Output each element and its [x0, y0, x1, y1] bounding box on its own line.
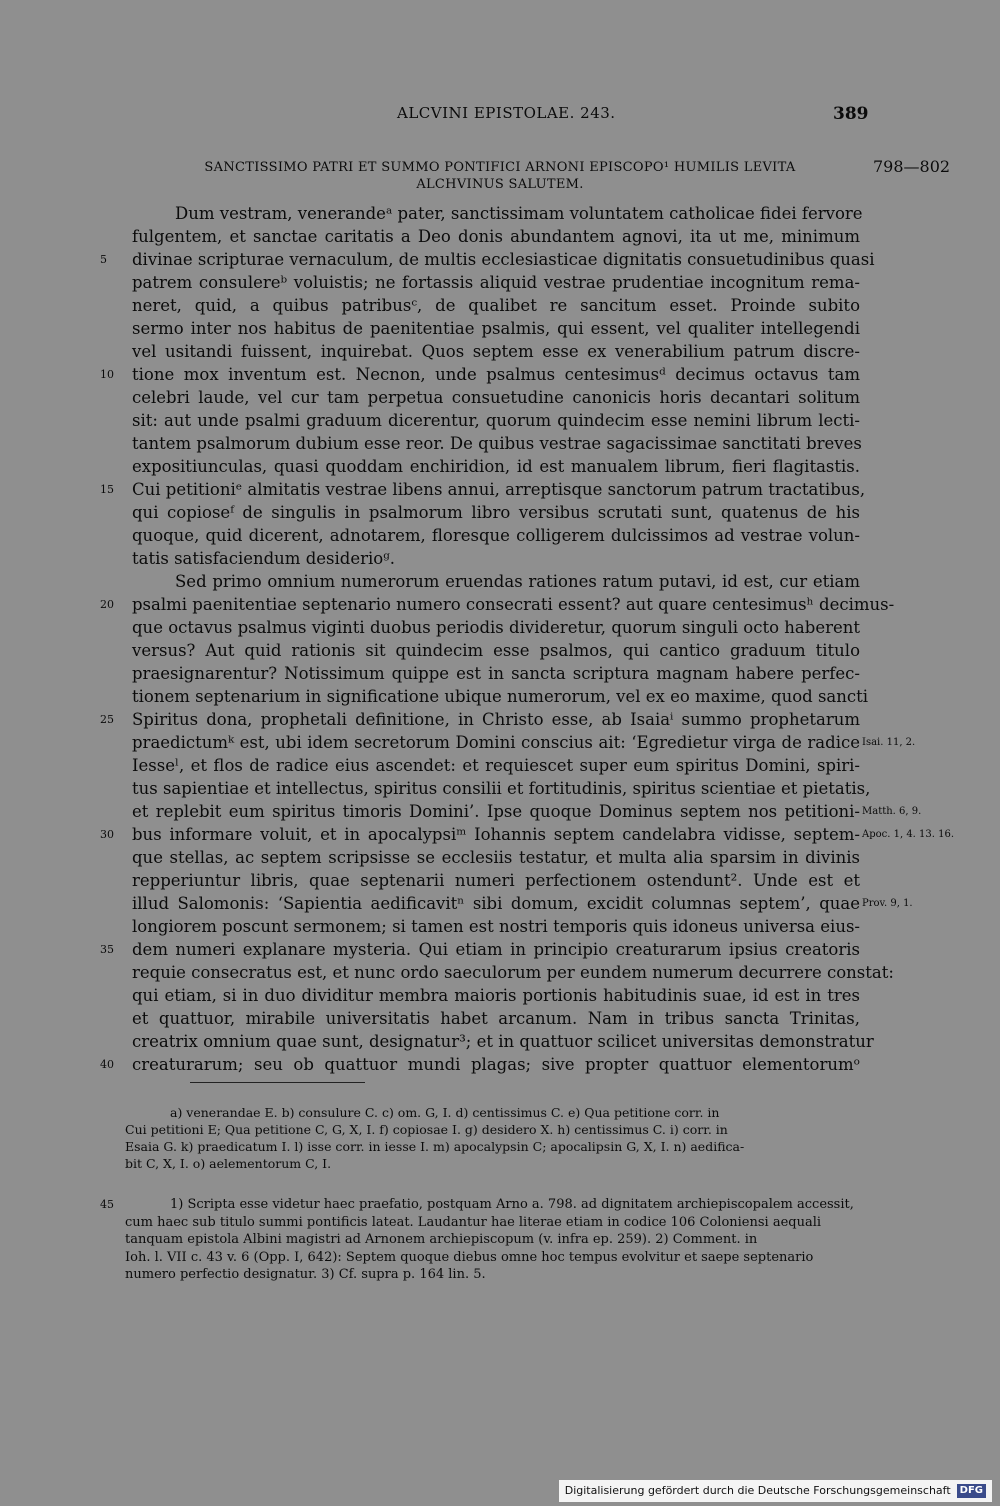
funding-banner[interactable]: [559, 1480, 992, 1502]
footnote-line: tanquam epistola Albini magistri ad Arnonem archiepiscopum (v. infra ep. 259). 2) Comment. in: [125, 1232, 758, 1247]
line-number: 10: [100, 368, 114, 381]
address-line-1: SANCTISSIMO PATRI ET SUMMO PONTIFICI ARNONI EPISCOPO¹ HUMILIS LEVITA: [204, 160, 796, 175]
body-line: Spiritus dona, prophetali definitione, in Christo esse, ab Isaiaⁱ summo prophetarum: [132, 710, 860, 729]
footnote-divider: [190, 1082, 365, 1083]
body-line: tione mox inventum est. Necnon, unde psalmus centesimusᵈ decimus octavus tam: [132, 365, 860, 384]
body-line: praesignarentur? Notissimum quippe est in sancta scriptura magnam habere perfec-: [132, 664, 860, 683]
line-number: 40: [100, 1058, 114, 1071]
body-line: divinae scripturae vernaculum, de multis ecclesiasticae dignitatis consuetudinibus quasi: [132, 250, 875, 269]
body-line: que stellas, ac septem scripsisse se ecclesiis testatur, et multa alia sparsim in divinis: [132, 848, 860, 867]
body-line: qui etiam, si in duo dividitur membra maioris portionis habitudinis suae, id est in tres: [132, 986, 860, 1005]
body-line: dem numeri explanare mysteria. Qui etiam in principio creaturarum ipsius creatoris: [132, 940, 860, 959]
body-line: sermo inter nos habitus de paenitentiae psalmis, qui essent, vel qualiter intellegendi: [132, 319, 860, 338]
line-number: 35: [100, 943, 114, 956]
margin-reference: Apoc. 1, 4. 13. 16.: [862, 829, 955, 840]
letter-address: [180, 159, 820, 193]
margin-reference: Matth. 6, 9.: [862, 806, 922, 817]
line-number: 25: [100, 713, 114, 726]
footnote-line: Ioh. l. VII c. 43 v. 6 (Opp. I, 642): Septem quoque diebus omne hoc tempus evolvitur et saepe septenario: [125, 1249, 814, 1265]
body-line: requie consecratus est, et nunc ordo saeculorum per eundem numerum decurrere constat:: [132, 963, 894, 982]
body-line: illud Salomonis: ‘Sapientia aedificavitⁿ sibi domum, excidit columnas septem’, quae: [132, 894, 860, 913]
body-line: et quattuor, mirabile universitatis habet arcanum. Nam in tribus sancta Trinitas,: [132, 1009, 860, 1028]
date-note: 798—802: [873, 157, 951, 176]
body-line: tatis satisfaciendum desiderioᵍ.: [132, 549, 396, 568]
footnotes: [125, 1196, 860, 1284]
page-number: 389: [833, 104, 869, 124]
body-line: quoque, quid dicerent, adnotarem, floresque colligerem dulcissimos ad vestrae volun-: [132, 526, 860, 545]
body-line: et replebit eum spiritus timoris Domini’. Ipse quoque Dominus septem nos petitioni-: [132, 802, 860, 821]
body-line: creatrix omnium quae sunt, designatur³; et in quattuor scilicet universitas demonstratur: [132, 1032, 874, 1051]
line-number: 15: [100, 483, 114, 496]
line-number: 30: [100, 828, 114, 841]
body-line: celebri laude, vel cur tam perpetua consuetudine canonicis horis decantari solitum: [132, 388, 860, 407]
footnote-line: cum haec sub titulo summi pontificis lateat. Laudantur hae literae etiam in codice 106 Coloniensi aequali: [125, 1214, 822, 1230]
body-line: versus? Aut quid rationis sit quindecim esse psalmos, qui cantico graduum titulo: [132, 641, 860, 660]
footnote-line: numero perfectio designatur. 3) Cf. supra p. 164 lin. 5.: [125, 1267, 486, 1282]
body-line: qui copioseᶠ de singulis in psalmorum libro versibus scrutati sunt, quatenus de his: [132, 503, 860, 522]
body-line: psalmi paenitentiae septenario numero consecrati essent? aut quare centesimusʰ decimus-: [132, 595, 895, 614]
body-line: bus informare voluit, et in apocalypsiᵐ Iohannis septem candelabra vidisse, septem-: [132, 825, 860, 844]
body-line: fulgentem, et sanctae caritatis a Deo donis abundantem agnovi, ita ut me, minimum: [132, 227, 860, 246]
body-line: tionem septenarium in significatione ubique numerorum, vel ex eo maxime, quod sancti: [132, 687, 869, 706]
body-line: praedictumᵏ est, ubi idem secretorum Domini conscius ait: ‘Egredietur virga de radice: [132, 733, 860, 752]
body-line: tantem psalmorum dubium esse reor. De quibus vestrae sagacissimae sanctitati breves: [132, 434, 862, 453]
body-line: expositiunculas, quasi quoddam enchiridion, id est manualem librum, fieri flagitastis.: [132, 457, 860, 476]
body-line: que octavus psalmus viginti duobus periodis divideretur, quorum singuli octo haberent: [132, 618, 860, 637]
critical-apparatus: [125, 1104, 860, 1172]
apparatus-line: a) venerandae E. b) consulure C. c) om. G, I. d) centissimus C. e) Qua petitione corr. in: [170, 1105, 720, 1120]
body-line: Dum vestram, venerandeᵃ pater, sanctissimam voluntatem catholicae fidei fervore: [175, 204, 863, 223]
body-line: Cui petitioniᵉ almitatis vestrae libens annui, arreptisque sanctorum patrum tractatibus,: [132, 480, 866, 499]
margin-reference: Isai. 11, 2.: [862, 737, 916, 748]
body-line: patrem consulereᵇ voluistis; ne fortassis aliquid vestrae prudentiae incognitum rema-: [132, 273, 860, 292]
body-line: tus sapientiae et intellectus, spiritus consilii et fortitudinis, spiritus scientiae et pietatis,: [132, 779, 871, 798]
body-line: neret, quid, a quibus patribusᶜ, de qualibet re sancitum esset. Proinde subito: [132, 296, 860, 315]
body-line: sit: aut unde psalmi graduum dicerentur, quorum quindecim esse nemini librum lecti-: [132, 411, 860, 430]
line-number: 20: [100, 598, 114, 611]
apparatus-line: Esaia G. k) praedicatum I. l) isse corr. in iesse I. m) apocalypsin C; apocalipsin G, X, I. n) aedifica-: [125, 1139, 745, 1154]
body-line: longiorem poscunt sermonem; si tamen est nostri temporis quis idoneus universa eius-: [132, 917, 860, 936]
line-number: 45: [100, 1198, 114, 1211]
line-number: 5: [100, 253, 107, 266]
apparatus-line: Cui petitioni E; Qua petitione C, G, X, I. f) copiosae I. g) desidero X. h) centissimus C. i) corr. in: [125, 1122, 728, 1137]
body-line: Sed primo omnium numerorum eruendas rationes ratum putavi, id est, cur etiam: [175, 572, 860, 591]
body-line: Iesseˡ, et flos de radice eius ascendet: et requiescet super eum spiritus Domini, spiri-: [132, 756, 860, 775]
dfg-logo: DFG: [957, 1484, 986, 1498]
funding-banner-text: Digitalisierung gefördert durch die Deutsche Forschungsgemeinschaft: [564, 1484, 951, 1497]
running-head: [0, 104, 1000, 128]
body-line: vel usitandi fuissent, inquirebat. Quos septem esse ex venerabilium patrum discre-: [132, 342, 860, 361]
apparatus-line: bit C, X, I. o) aelementorum C, I.: [125, 1156, 332, 1171]
address-line-2: ALCHVINUS SALUTEM.: [416, 177, 584, 192]
footnote-line: 1) Scripta esse videtur haec praefatio, postquam Arno a. 798. ad dignitatem archiepiscopalem accessit,: [170, 1197, 854, 1212]
body-line: creaturarum; seu ob quattuor mundi plagas; sive propter quattuor elementorumᵒ: [132, 1055, 860, 1074]
margin-reference: Prov. 9, 1.: [862, 898, 913, 909]
body-line: repperiuntur libris, quae septenarii numeri perfectionem ostendunt². Unde est et: [132, 871, 860, 890]
running-title: ALCVINI EPISTOLAE. 243.: [397, 104, 616, 122]
